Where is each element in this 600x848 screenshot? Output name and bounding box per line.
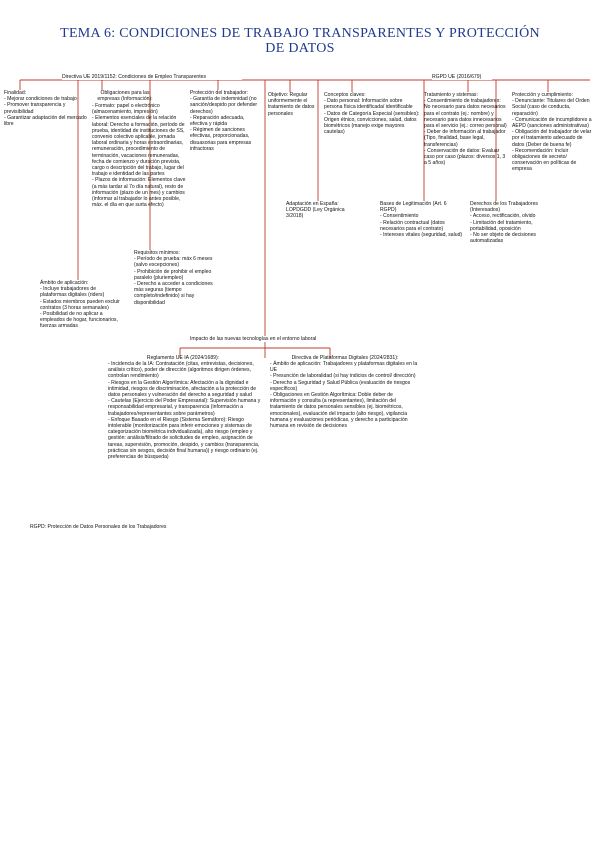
ia-body: - Incidencia de la IA: Contratación (citas, entrevistas, decisiones, análisis crítico), poder de dirección (algoritmos dirigen órdenes, controlan rendimiento) - Riesgos en la Gestión Algorítmica: Afectación a la dignidad e intimidad, riesgos de discriminación, afectación a la protección de datos personales y vulneración del derecho a seguridad y salud - Cautelas (Ejercicio del Poder Empresarial): Supervisión humana y responsabilidad empresarial, y transparencia (información a trabajadores/representantes sobre parámetros) - Enfoque Basado en el Riesgo (Sistema Semáforo): Riesgo intolerable (monitorización para inferir emociones y sistemas de categorización biométrica individualizada), alto riesgo (empleo y gestión: análisis/filtrado de solicitudes de empleo, asignación de tareas, supervisión, promoción, despido, y cambios (transparencia, prácticas sin sesgos, decisión final humana)) y riesgo ordinario (ej. preferencias de búsqueda) — [108, 361, 261, 461]
rgpd-derechos: Derechos de los Trabajadores (Interesados) - Acceso, rectificación, olvido - Limitación del tratamiento, portabilidad, oposición - No ser objeto de decisiones automatizadas — [470, 201, 538, 245]
ia-heading: Reglamento UE IA (2024/1689): — [146, 355, 220, 361]
rgpd-bases: Bases de Legitimación (Art. 6 RGPD) - Consentimiento - Relación contractual (datos necesarios para el contrato) - Intereses vitales (seguridad, salud) — [380, 201, 463, 239]
rgpd-objetivo: Objetivo: Regular uniformemente el tratamiento de datos personales — [268, 92, 315, 117]
plataformas-body: - Ámbito de aplicación: Trabajadores y plataformas digitales en la UE - Presunción de laboralidad (si hay indicios de control/ dirección) - Derecho a Seguridad y Salud Pública (evaluación de riesgos específicos) - Obligaciones en Gestión Algorítmica: Doble deber de información y consulta (a representantes), limitación del tratamiento de datos personales sensibles (ej. biométricos, emocionales), evaluación del impacto (alto riesgo), vigilancia humana y evaluaciones periódicas, y derecho a participación humana en revisión de decisiones — [270, 361, 418, 430]
page-title-continued: DE DATOS — [265, 41, 335, 56]
page-title: TEMA 6: CONDICIONES DE TRABAJO TRANSPARENTES Y PROTECCIÓN — [60, 26, 540, 41]
directiva-proteccion: Protección del trabajador: - Garantía de indemnidad (no sanción/despido por defender derechos) - Reparación adecuada, efectiva y rápida - Régimen de sanciones efectivas, proporcionadas, disuasorias para empresas infractoras — [190, 90, 258, 152]
directiva-requisitos: Requisitos mínimos: - Período de prueba: máx 6 meses (salvo excepciones) - Prohibición de prohibir el empleo paralelo (pluriempleo) - Derecho a acceder a condiciones más seguras (tiempo completo/indefinido) si hay disponibilidad — [134, 250, 213, 306]
directiva-heading: Directiva UE 2019/1152: Condiciones de Empleo Transparentes — [62, 74, 242, 80]
impacto-heading: Impacto de las nuevas tecnologías en el entorno laboral — [190, 336, 350, 342]
plataformas-heading: Directiva de Plataformas Digitales (2024/2831): — [291, 355, 399, 361]
directiva-obligaciones-heading: Obligaciones para las empresas (Información): — [97, 90, 153, 103]
directiva-finalidad: Finalidad: - Mejorar condiciones de trabajo - Promover transparencia y previsibilidad - Garantizar adaptación del mercado libre — [4, 90, 87, 128]
rgpd-proteccion: Protección y cumplimiento: - Denunciante: Titulares del Orden Social (caso de conducta, reparación) - Comunicación de incumplidores a AEPD (sanciones administrativas) - Obligación del trabajador de velar por el tratamiento adecuado de datos (Deber de buena fe) - Recomendación: Incluir obligaciones de secreto/ conservación en políticas de empresa — [512, 92, 592, 173]
directiva-ambito: Ámbito de aplicación: - Incluye trabajadores de plataformas digitales (riders) - Estados miembros pueden excluir contratos (3 horas semanales) - Posibilidad de no aplicar a empleados de hogar, funcionarios, fuerzas armadas — [40, 280, 120, 330]
rgpd-adaptacion: Adaptación en España: LOPDGDD (Ley Orgánica 3/2018) — [286, 201, 345, 220]
rgpd-tratamiento: Tratamiento y sistemas: - Consentimiento de trabajadores: No necesario para datos necesarios para el contrato (ej.: nombre) y necesario para datos innecesarios para el servicio (ej.: correo personal) - Deber de información al trabajador (Tipo, finalidad, base legal, transferencias) - Conservación de datos: Evaluar caso por caso (plazos: diversos 1, 3 a 5 años) — [424, 92, 507, 167]
footnote: RGPD: Protección de Datos Personales de los Trabajadores — [30, 524, 167, 530]
rgpd-conceptos: Conceptos claves: - Dato personal: Información sobre persona física identificada/ identificable - Datos de Categoría Especial (sensibles): Origen étnico, convicciones, salud, datos biométricos (manejo exige mayores cautelas) — [324, 92, 420, 136]
rgpd-heading: RGPD UE (2016/679) — [432, 74, 492, 80]
directiva-obligaciones: - Formato: papel o electrónico (almacenamiento, impresión) - Elementos esenciales de la relación laboral: Derecho a formación, período de prueba, identidad de instituciones de SS, convenio colectivo aplicable, jornada laboral ordinaria y horas extraordinarias, remuneración, procedimiento de terminación, vacaciones remuneradas, fecha de comienzo y duración prevista, cargo o descripción del trabajo, lugar del trabajo e identidad de las partes - Plazos de información: Elementos clave (a más tardar al 7o día natural), resto de información (plazo de un mes) y cambios (informar al trabajador lo antes posible, máx. el día en que surta efecto) — [92, 103, 186, 209]
